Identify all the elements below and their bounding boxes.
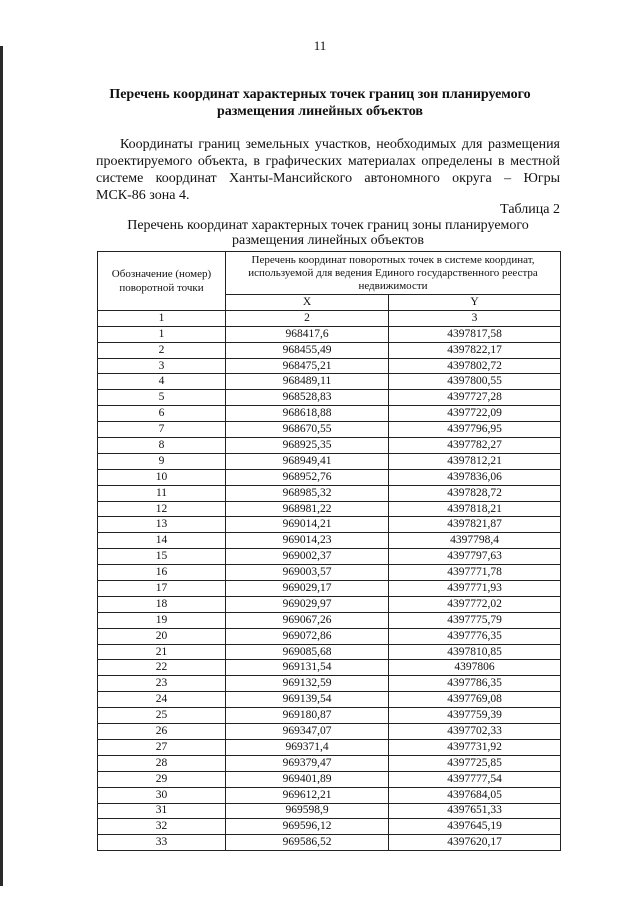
x-coordinate-cell: 969371,4 xyxy=(226,739,389,755)
point-number-cell: 28 xyxy=(98,755,226,771)
y-coordinate-cell: 4397836,06 xyxy=(389,469,561,485)
x-coordinate-cell: 969003,57 xyxy=(226,565,389,581)
table-row xyxy=(98,819,561,835)
x-coordinate-cell: 969132,59 xyxy=(226,676,389,692)
point-number-cell: 5 xyxy=(98,390,226,406)
x-coordinate-cell: 968925,35 xyxy=(226,438,389,454)
table-row xyxy=(98,485,561,501)
coordinates-table xyxy=(97,251,561,851)
y-coordinate-cell: 4397822,17 xyxy=(389,342,561,358)
point-number-cell: 16 xyxy=(98,565,226,581)
table-row xyxy=(98,469,561,485)
table-row xyxy=(98,326,561,342)
y-coordinate-cell: 4397818,21 xyxy=(389,501,561,517)
table-row xyxy=(98,628,561,644)
table-row xyxy=(98,835,561,851)
y-coordinate-cell: 4397796,95 xyxy=(389,422,561,438)
table-row xyxy=(98,374,561,390)
y-coordinate-cell: 4397772,02 xyxy=(389,596,561,612)
y-coordinate-cell: 4397651,33 xyxy=(389,803,561,819)
document-heading: Перечень координат характерных точек границ зон планируемого размещения линейных объектов xyxy=(109,87,531,119)
point-number-cell: 19 xyxy=(98,612,226,628)
header-coordinates: Перечень координат поворотных точек в системе координат, используемой для ведения Единого государственного реестра недвижимости xyxy=(226,252,561,295)
point-number-cell: 18 xyxy=(98,596,226,612)
x-coordinate-cell: 969612,21 xyxy=(226,787,389,803)
x-coordinate-cell: 968952,76 xyxy=(226,469,389,485)
point-number-cell: 21 xyxy=(98,644,226,660)
x-coordinate-cell: 968618,88 xyxy=(226,406,389,422)
point-number-cell: 2 xyxy=(98,342,226,358)
point-number-cell: 14 xyxy=(98,533,226,549)
point-number-cell: 8 xyxy=(98,438,226,454)
table-row xyxy=(98,692,561,708)
y-coordinate-cell: 4397725,85 xyxy=(389,755,561,771)
y-coordinate-cell: 4397620,17 xyxy=(389,835,561,851)
x-coordinate-cell: 969029,97 xyxy=(226,596,389,612)
point-number-cell: 12 xyxy=(98,501,226,517)
header-point-number: Обозначение (номер) поворотной точки xyxy=(98,252,226,311)
x-coordinate-cell: 969131,54 xyxy=(226,660,389,676)
x-coordinate-cell: 968489,11 xyxy=(226,374,389,390)
x-coordinate-cell: 969029,17 xyxy=(226,581,389,597)
point-number-cell: 13 xyxy=(98,517,226,533)
y-coordinate-cell: 4397821,87 xyxy=(389,517,561,533)
y-coordinate-cell: 4397645,19 xyxy=(389,819,561,835)
x-coordinate-cell: 968670,55 xyxy=(226,422,389,438)
y-coordinate-cell: 4397771,78 xyxy=(389,565,561,581)
x-coordinate-cell: 968981,22 xyxy=(226,501,389,517)
y-coordinate-cell: 4397684,05 xyxy=(389,787,561,803)
point-number-cell: 1 xyxy=(98,326,226,342)
y-coordinate-cell: 4397775,79 xyxy=(389,612,561,628)
table-row xyxy=(98,342,561,358)
x-coordinate-cell: 969014,21 xyxy=(226,517,389,533)
x-coordinate-cell: 969085,68 xyxy=(226,644,389,660)
table-row xyxy=(98,771,561,787)
x-coordinate-cell: 969347,07 xyxy=(226,724,389,740)
table-row xyxy=(98,787,561,803)
point-number-cell: 27 xyxy=(98,739,226,755)
table-body xyxy=(98,326,561,850)
point-number-cell: 7 xyxy=(98,422,226,438)
index-cell: 3 xyxy=(389,310,561,326)
y-coordinate-cell: 4397731,92 xyxy=(389,739,561,755)
point-number-cell: 11 xyxy=(98,485,226,501)
table-row xyxy=(98,517,561,533)
point-number-cell: 24 xyxy=(98,692,226,708)
y-coordinate-cell: 4397812,21 xyxy=(389,453,561,469)
point-number-cell: 30 xyxy=(98,787,226,803)
y-coordinate-cell: 4397777,54 xyxy=(389,771,561,787)
x-coordinate-cell: 969072,86 xyxy=(226,628,389,644)
point-number-cell: 15 xyxy=(98,549,226,565)
page-number: 11 xyxy=(313,38,327,53)
point-number-cell: 23 xyxy=(98,676,226,692)
table-label: Таблица 2 xyxy=(500,202,560,217)
point-number-cell: 20 xyxy=(98,628,226,644)
x-coordinate-cell: 968528,83 xyxy=(226,390,389,406)
y-coordinate-cell: 4397769,08 xyxy=(389,692,561,708)
y-coordinate-cell: 4397828,72 xyxy=(389,485,561,501)
table-row xyxy=(98,438,561,454)
table-title: Перечень координат характерных точек границ зоны планируемого размещения линейных объектов xyxy=(127,218,529,248)
point-number-cell: 22 xyxy=(98,660,226,676)
table-row xyxy=(98,581,561,597)
index-cell: 2 xyxy=(226,310,389,326)
x-coordinate-cell: 969379,47 xyxy=(226,755,389,771)
y-coordinate-cell: 4397759,39 xyxy=(389,708,561,724)
table-row xyxy=(98,549,561,565)
point-number-cell: 26 xyxy=(98,724,226,740)
y-coordinate-cell: 4397817,58 xyxy=(389,326,561,342)
x-coordinate-cell: 968417,6 xyxy=(226,326,389,342)
table-row xyxy=(98,533,561,549)
point-number-cell: 32 xyxy=(98,819,226,835)
x-coordinate-cell: 968475,21 xyxy=(226,358,389,374)
y-coordinate-cell: 4397782,27 xyxy=(389,438,561,454)
x-coordinate-cell: 968949,41 xyxy=(226,453,389,469)
table-index-row xyxy=(98,310,561,326)
header-x: X xyxy=(226,295,389,311)
x-coordinate-cell: 969014,23 xyxy=(226,533,389,549)
point-number-cell: 6 xyxy=(98,406,226,422)
point-number-cell: 4 xyxy=(98,374,226,390)
table-row xyxy=(98,422,561,438)
y-coordinate-cell: 4397702,33 xyxy=(389,724,561,740)
header-y: Y xyxy=(389,295,561,311)
y-coordinate-cell: 4397800,55 xyxy=(389,374,561,390)
y-coordinate-cell: 4397771,93 xyxy=(389,581,561,597)
table-row xyxy=(98,596,561,612)
y-coordinate-cell: 4397776,35 xyxy=(389,628,561,644)
table-row xyxy=(98,406,561,422)
y-coordinate-cell: 4397722,09 xyxy=(389,406,561,422)
y-coordinate-cell: 4397798,4 xyxy=(389,533,561,549)
scan-edge-line xyxy=(0,46,3,886)
point-number-cell: 33 xyxy=(98,835,226,851)
y-coordinate-cell: 4397786,35 xyxy=(389,676,561,692)
y-coordinate-cell: 4397810,85 xyxy=(389,644,561,660)
table-row xyxy=(98,708,561,724)
table-row xyxy=(98,803,561,819)
x-coordinate-cell: 968985,32 xyxy=(226,485,389,501)
point-number-cell: 31 xyxy=(98,803,226,819)
index-cell: 1 xyxy=(98,310,226,326)
table-row xyxy=(98,501,561,517)
table-row xyxy=(98,724,561,740)
x-coordinate-cell: 969596,12 xyxy=(226,819,389,835)
x-coordinate-cell: 969067,26 xyxy=(226,612,389,628)
table-row xyxy=(98,676,561,692)
table-row xyxy=(98,660,561,676)
table-row xyxy=(98,612,561,628)
table-row xyxy=(98,358,561,374)
point-number-cell: 10 xyxy=(98,469,226,485)
x-coordinate-cell: 969139,54 xyxy=(226,692,389,708)
point-number-cell: 25 xyxy=(98,708,226,724)
y-coordinate-cell: 4397806 xyxy=(389,660,561,676)
table-header-row xyxy=(98,252,561,295)
point-number-cell: 29 xyxy=(98,771,226,787)
x-coordinate-cell: 968455,49 xyxy=(226,342,389,358)
table-row xyxy=(98,755,561,771)
x-coordinate-cell: 969586,52 xyxy=(226,835,389,851)
x-coordinate-cell: 969180,87 xyxy=(226,708,389,724)
point-number-cell: 3 xyxy=(98,358,226,374)
x-coordinate-cell: 969002,37 xyxy=(226,549,389,565)
table-row xyxy=(98,644,561,660)
y-coordinate-cell: 4397797,63 xyxy=(389,549,561,565)
x-coordinate-cell: 969598,9 xyxy=(226,803,389,819)
y-coordinate-cell: 4397727,28 xyxy=(389,390,561,406)
point-number-cell: 9 xyxy=(98,453,226,469)
y-coordinate-cell: 4397802,72 xyxy=(389,358,561,374)
point-number-cell: 17 xyxy=(98,581,226,597)
x-coordinate-cell: 969401,89 xyxy=(226,771,389,787)
table-row xyxy=(98,390,561,406)
table-row xyxy=(98,565,561,581)
table-row xyxy=(98,739,561,755)
table-row xyxy=(98,453,561,469)
intro-paragraph: Координаты границ земельных участков, необходимых для размещения проектируемого объекта, в графических материалах определены в местной системе координат Ханты-Мансийского автономного округа – Югры МСК-86 зона 4. xyxy=(96,137,560,203)
